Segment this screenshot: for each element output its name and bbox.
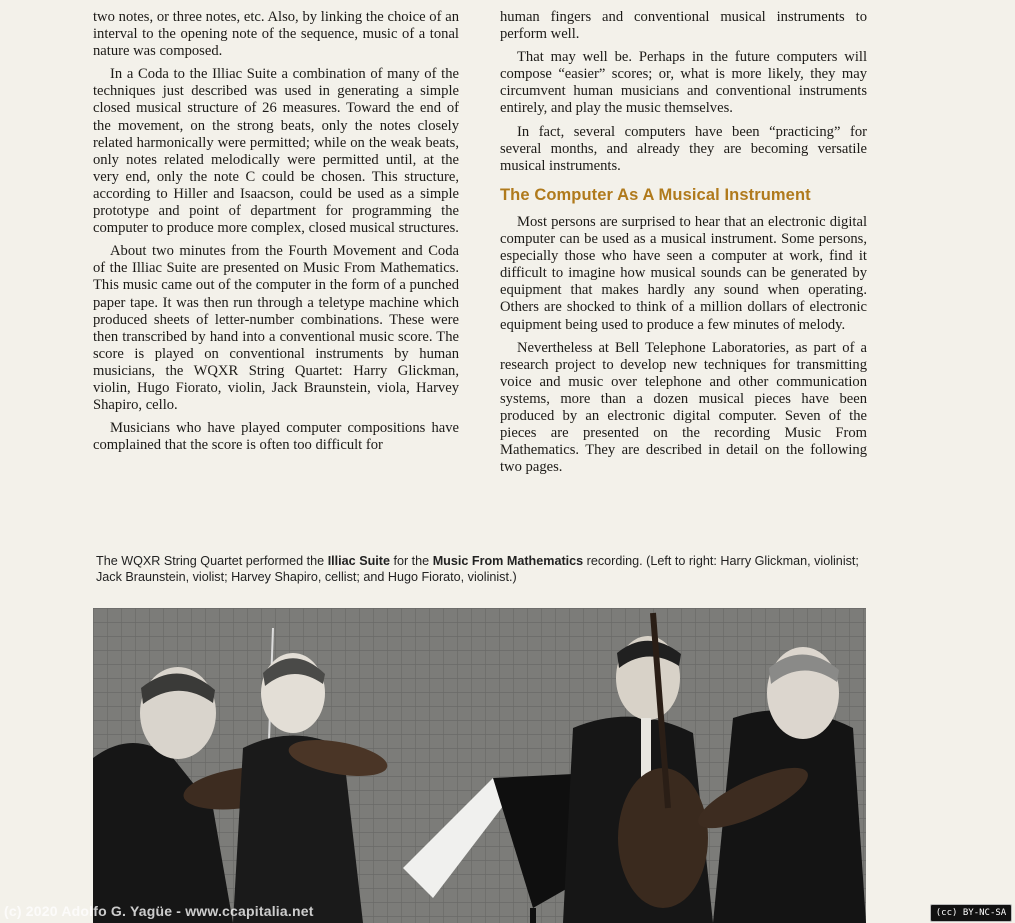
left-column xyxy=(93,9,459,460)
caption-text: for the xyxy=(389,554,433,568)
section-heading: The Computer As A Musical Instrument xyxy=(500,185,811,204)
caption-emphasis: Illiac Suite xyxy=(327,554,390,568)
photo-illustration xyxy=(93,608,866,923)
right-column xyxy=(500,9,867,482)
caption-emphasis: Music From Mathematics xyxy=(432,554,584,568)
cello xyxy=(618,768,708,908)
paragraph: Musicians who have played computer compositions have complained that the score is often too difficult for xyxy=(93,420,459,454)
cc-license-badge: (cc) BY-NC-SA xyxy=(930,904,1012,922)
paragraph: In fact, several computers have been “practicing” for several months, and already they are becoming versatile musical instruments. xyxy=(500,123,867,174)
paragraph: In a Coda to the Illiac Suite a combination of many of the techniques just described was used in generating a simple closed musical structure of 26 measures. Toward the end of the movement, on the strong beats, only the notes closely related harmonically were permitted; while on the weak beats, only notes related melodically were permitted until, at the very end, only the note C could be chosen. This structure, according to Hiller and Isaacson, could be used as a simple prototype and point of department for programming the computer to produce more complex, closed musical structures. xyxy=(93,66,459,237)
paragraph: Most persons are surprised to hear that an electronic digital computer can be used as a musical instrument. Some persons, especially those who have seen a computer at work, find it difficult to imagine how musical sounds can be generated by equipment that makes hardly any sound when operating. Others are shocked to think of a million dollars of electronic equipment being used to produce a few minutes of melody. xyxy=(500,213,867,333)
paragraph: Nevertheless at Bell Telephone Laboratories, as part of a research project to develop new techniques for transmitting voice and music over telephone and other communication systems, more than a dozen musical pieces have been produced by an electronic digital computer. Seven of the pieces are presented on the recording Music From Mathematics. They are described in detail on the following two pages. xyxy=(500,339,867,476)
copyright-watermark: (c) 2020 Adolfo G. Yagüe - www.ccapitalia.net xyxy=(4,903,314,919)
caption-text: recording. (Left to right: Harry Glickman, violinist; Jack Braunstein, violist; Harvey Shapiro, cellist; and Hugo Fiorato, violinist.) xyxy=(96,554,859,584)
photo-caption xyxy=(96,553,868,585)
paragraph: About two minutes from the Fourth Movement and Coda of the Illiac Suite are presented on Music From Mathematics. This music came out of the computer in the form of a punched paper tape. It was then run through a teletype machine which produced sheets of letter-number combinations. These were then transcribed by hand into a conventional music score. The score is played on conventional instruments by human musicians, the WQXR String Quartet: Harry Glickman, violin, Hugo Fiorato, violin, Jack Braunstein, viola, Harvey Shapiro, cello. xyxy=(93,243,459,414)
paragraph: human fingers and conventional musical instruments to perform well. xyxy=(500,9,867,43)
caption-text: The WQXR String Quartet performed the xyxy=(96,554,328,568)
paragraph: That may well be. Perhaps in the future computers will compose “easier” scores; or, what is more likely, they may circumvent human musicians and conventional instruments entirely, and play the music themselves. xyxy=(500,49,867,117)
paragraph: two notes, or three notes, etc. Also, by linking the choice of an interval to the opening note of the sequence, music of a tonal nature was composed. xyxy=(93,9,459,60)
quartet-photo xyxy=(93,608,866,923)
